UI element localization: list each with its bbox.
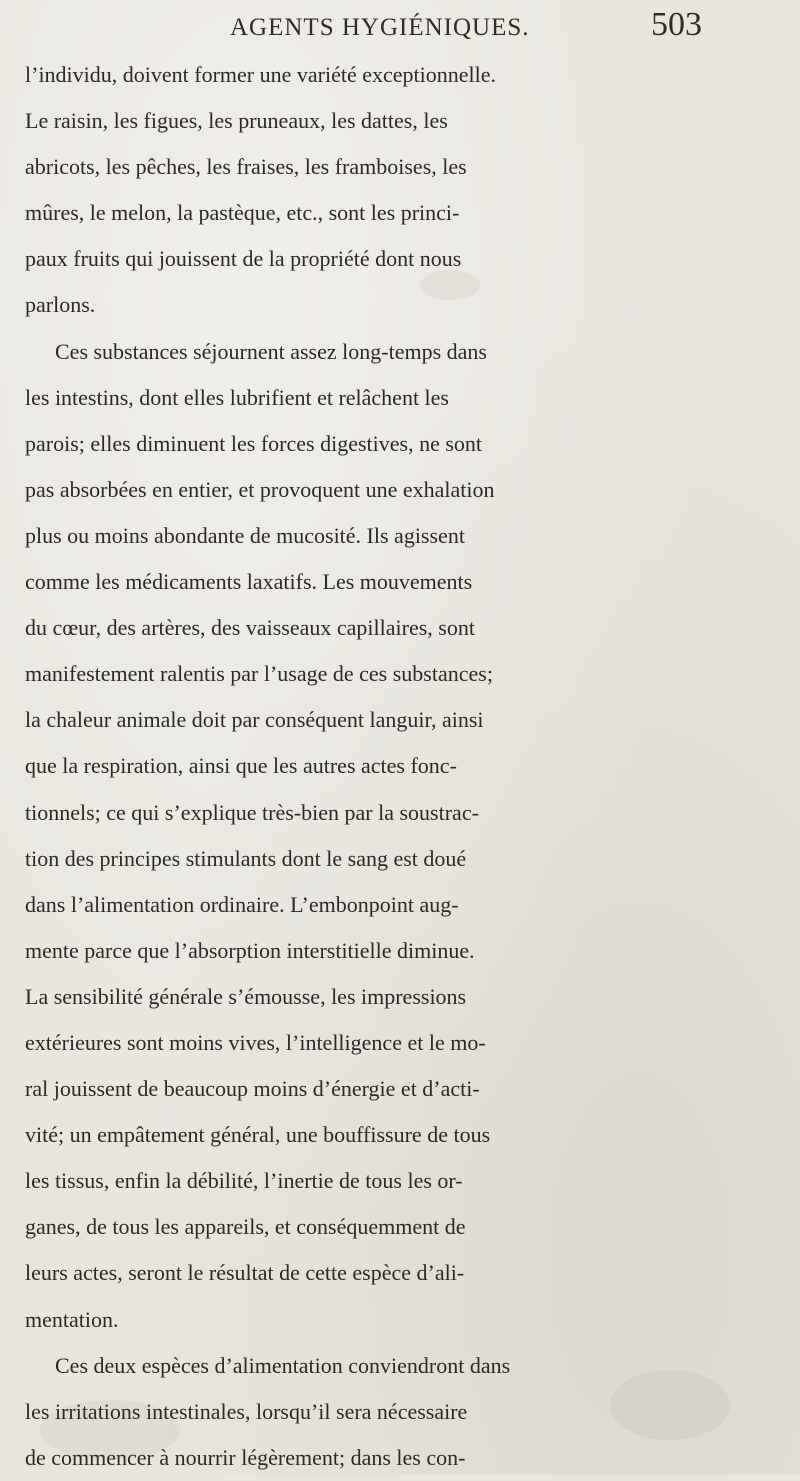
text-line: parlons. <box>25 292 96 318</box>
text-line: Ces substances séjournent assez long-temps dans <box>55 338 487 364</box>
text-line: extérieures sont moins vives, l’intelligence et le mo- <box>25 1029 486 1055</box>
text-line: tion des principes stimulants dont le sang est doué <box>25 845 467 871</box>
text-line: abricots, les pêches, les fraises, les framboises, les <box>25 154 467 180</box>
text-line: mûres, le melon, la pastèque, etc., sont les princi- <box>25 200 460 226</box>
text-line: mentation. <box>25 1306 119 1332</box>
text-line: parois; elles diminuent les forces digestives, ne sont <box>25 430 483 456</box>
text-line: paux fruits qui jouissent de la propriété dont nous <box>25 246 462 272</box>
text-line: les irritations intestinales, lorsqu’il sera nécessaire <box>25 1398 468 1424</box>
text-line: les intestins, dont elles lubrifient et relâchent les <box>25 384 449 410</box>
text-line: dans l’alimentation ordinaire. L’embonpoint aug- <box>25 891 459 917</box>
text-line: les tissus, enfin la débilité, l’inertie de tous les or- <box>25 1168 463 1194</box>
running-title: AGENTS HYGIÉNIQUES. <box>230 14 530 41</box>
text-line: Le raisin, les figues, les pruneaux, les dattes, les <box>25 108 448 134</box>
text-line: mente parce que l’absorption interstitielle diminue. <box>25 937 475 963</box>
text-line: que la respiration, ainsi que les autres actes fonc- <box>25 753 457 779</box>
text-line: ral jouissent de beaucoup moins d’énergie et d’acti- <box>25 1076 480 1102</box>
text-line: La sensibilité générale s’émousse, les impressions <box>25 983 467 1009</box>
text-line: tionnels; ce qui s’explique très-bien par la soustrac- <box>25 799 479 825</box>
text-line: Ces deux espèces d’alimentation conviendront dans <box>55 1352 511 1378</box>
page-number: 503 <box>651 6 702 43</box>
text-line: ganes, de tous les appareils, et conséquemment de <box>25 1214 466 1240</box>
text-line: vité; un empâtement général, une bouffissure de tous <box>25 1122 491 1148</box>
text-line: plus ou moins abondante de mucosité. Ils agissent <box>25 522 465 548</box>
text-line: manifestement ralentis par l’usage de ces substances; <box>25 661 493 687</box>
text-line: comme les médicaments laxatifs. Les mouvements <box>25 569 473 595</box>
text-line: pas absorbées en entier, et provoquent une exhalation <box>25 476 495 502</box>
running-head <box>0 4 800 50</box>
text-line: l’individu, doivent former une variété exceptionnelle. <box>25 62 497 87</box>
text-line: la chaleur animale doit par conséquent languir, ainsi <box>25 707 484 733</box>
text-line: de commencer à nourrir légèrement; dans les con- <box>25 1444 466 1470</box>
text-body <box>25 52 795 1481</box>
text-line: du cœur, des artères, des vaisseaux capillaires, sont <box>25 615 475 641</box>
text-line: leurs actes, seront le résultat de cette espèce d’ali- <box>25 1260 465 1286</box>
